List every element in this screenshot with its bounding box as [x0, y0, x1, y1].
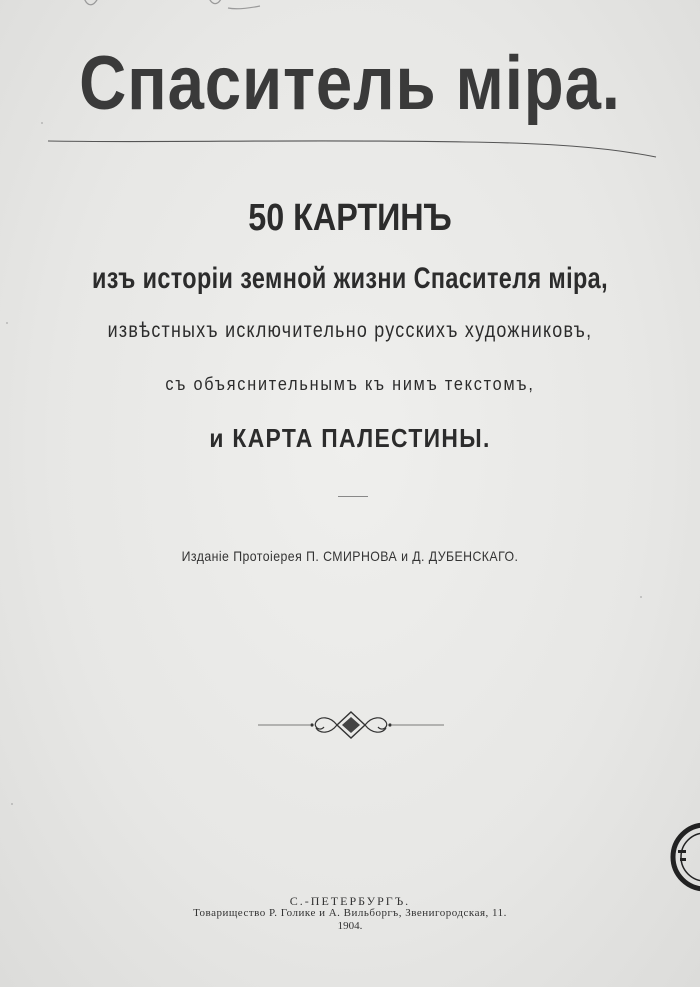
- paper-speck: [41, 122, 43, 124]
- short-divider: [338, 496, 368, 497]
- paper-speck: [640, 596, 642, 598]
- edition-line: Изданіе Протоіерея П. СМИРНОВА и Д. ДУБЕНСКАГО.: [181, 548, 519, 564]
- explanatory-text-line: съ объяснительнымъ къ нимъ текстомъ,: [165, 374, 535, 394]
- pen-underline: [46, 133, 658, 163]
- paper-speck: [6, 322, 8, 324]
- decorative-vignette-icon: [258, 708, 444, 742]
- library-stamp-icon: [670, 822, 700, 892]
- imprint-publisher: Товарищество Р. Голике и А. Вильборгъ, Звенигородская, 11.: [193, 907, 507, 919]
- artists-line: извѣстныхъ исключительно русскихъ художниковъ,: [107, 319, 593, 342]
- imprint-year: 1904.: [337, 920, 363, 932]
- pictures-count-line: 50 КАРТИНЪ: [248, 197, 452, 239]
- history-line: изъ исторіи земной жизни Спасителя міра,: [92, 262, 608, 295]
- page-title: Спаситель міра.: [79, 41, 621, 126]
- map-line: и КАРТА ПАЛЕСТИНЫ.: [209, 423, 491, 453]
- imprint-city: С.-ПЕТЕРБУРГЪ.: [289, 894, 411, 908]
- paper-speck: [11, 803, 13, 805]
- pencil-mark-icon: [78, 0, 268, 20]
